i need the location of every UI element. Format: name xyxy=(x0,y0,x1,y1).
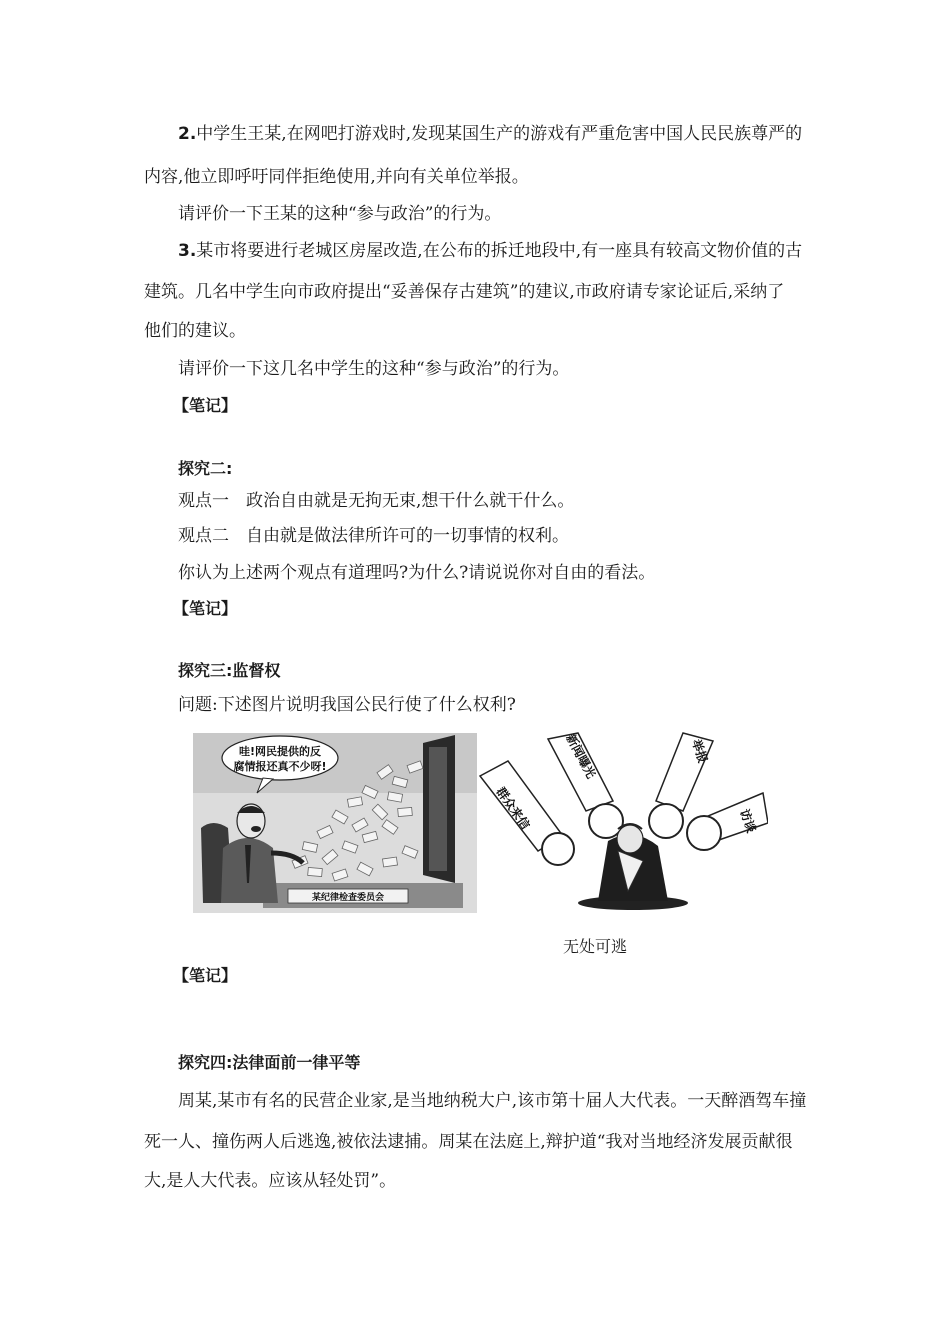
cartoon-no-escape xyxy=(478,731,768,911)
fist-label-4: 访谈 xyxy=(737,807,759,835)
fist-label-2: 新闻曝光 xyxy=(563,731,599,781)
explore3-question: 问题:下述图片说明我国公民行使了什么权利? xyxy=(178,695,516,715)
note-label-2: 【笔记】 xyxy=(173,599,238,618)
explore4-line1: 周某,某市有名的民营企业家,是当地纳税大户,该市第十届人大代表。一天醉酒驾车撞 xyxy=(178,1091,807,1111)
note-label-1: 【笔记】 xyxy=(173,396,238,415)
cartoon-anticorruption-reports xyxy=(193,733,477,913)
q3-ask: 请评价一下这几名中学生的这种“参与政治”的行为。 xyxy=(178,359,570,379)
fist-icon-1 xyxy=(542,833,574,865)
explore4-line2: 死一人、撞伤两人后逃逸,被依法逮捕。周某在法庭上,辩护道“我对当地经济发展贡献很 xyxy=(144,1132,793,1152)
fist-icon-3 xyxy=(649,804,683,838)
monitor-screen xyxy=(429,747,447,871)
cartoon2-caption: 无处可逃 xyxy=(563,937,628,956)
q2-ask: 请评价一下王某的这种“参与政治”的行为。 xyxy=(178,204,502,224)
fist-label-1: 群众来信 xyxy=(493,784,533,833)
q3-number: 3. xyxy=(178,241,197,261)
fist-label-3: 举报 xyxy=(689,737,710,765)
q3-line3: 他们的建议。 xyxy=(144,321,246,341)
speech-line-1: 哇!网民提供的反 xyxy=(238,745,322,758)
q2-line2: 内容,他立即呼吁同伴拒绝使用,并向有关单位举报。 xyxy=(144,167,529,187)
q3-line2: 建筑。几名中学生向市政府提出“妥善保存古建筑”的建议,市政府请专家论证后,采纳了 xyxy=(144,282,785,302)
q2-line1: 2.中学生王某,在网吧打游戏时,发现某国生产的游戏有严重危害中国人民民族尊严的 xyxy=(178,124,803,144)
speech-line-2: 腐情报还真不少呀! xyxy=(233,760,327,773)
q2-number: 2. xyxy=(178,124,197,144)
explore2-view1: 观点一 政治自由就是无拘无束,想干什么就干什么。 xyxy=(178,491,575,511)
desk-sign-text: 某纪律检查委员会 xyxy=(311,893,385,903)
explore2-ask: 你认为上述两个观点有道理吗?为什么?请说说你对自由的看法。 xyxy=(178,563,656,583)
note-label-3: 【笔记】 xyxy=(173,966,238,985)
explore4-line3: 大,是人大代表。应该从轻处罚”。 xyxy=(144,1171,397,1191)
q3-line1: 3.某市将要进行老城区房屋改造,在公布的拆迁地段中,有一座具有较高文物价值的古 xyxy=(178,241,803,261)
explore4-title: 探究四:法律面前一律平等 xyxy=(178,1053,361,1072)
explore3-title: 探究三:监督权 xyxy=(178,661,281,680)
fist-icon-4 xyxy=(687,816,721,850)
explore2-view2: 观点二 自由就是做法律所许可的一切事情的权利。 xyxy=(178,526,569,546)
man-mouth xyxy=(251,826,261,832)
explore2-title: 探究二: xyxy=(178,459,233,478)
speech-bubble xyxy=(222,736,338,780)
